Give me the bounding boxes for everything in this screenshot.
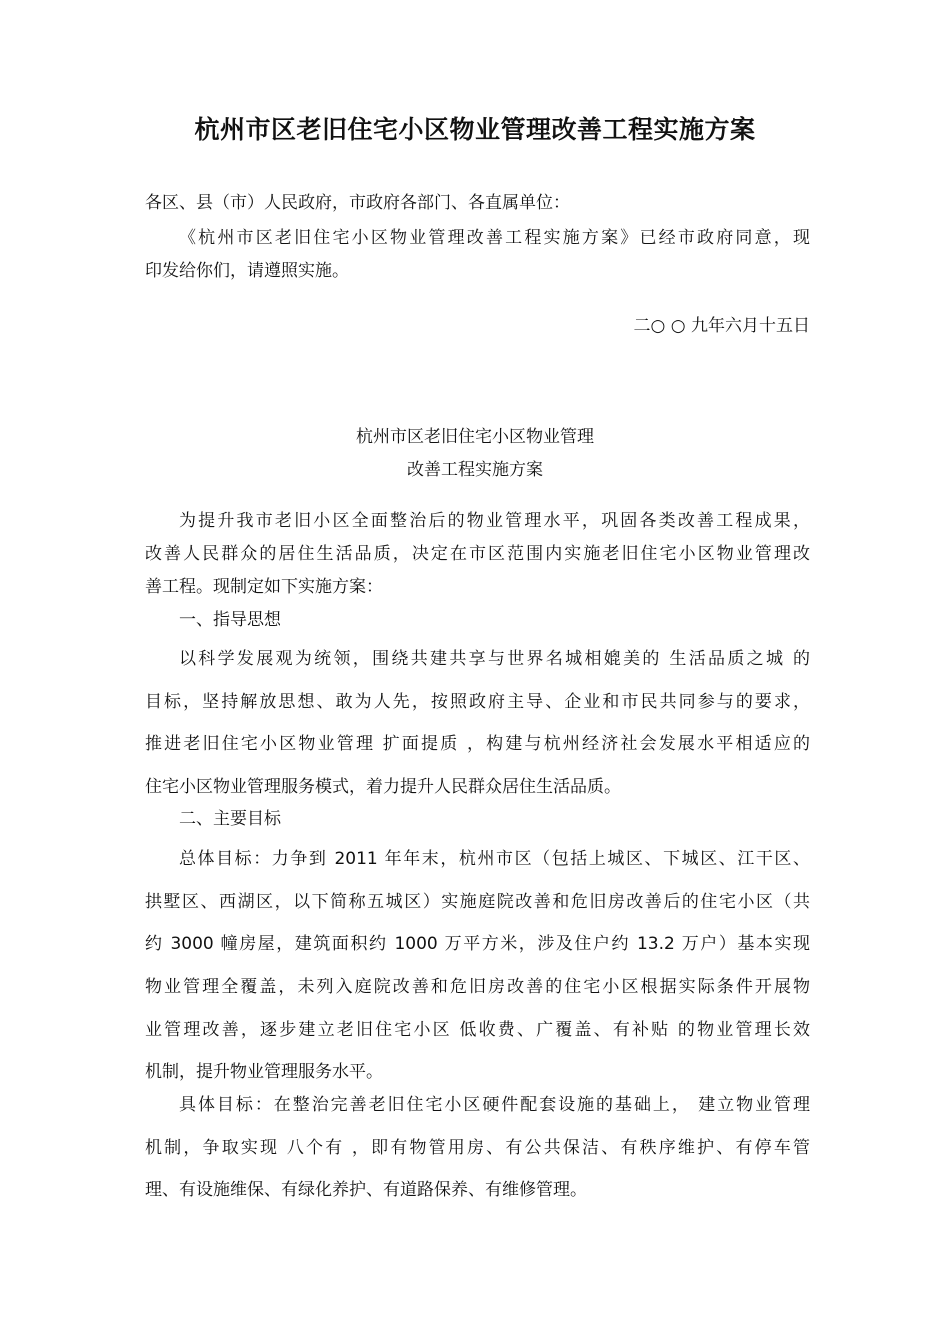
- overall-goal-line: 业管理改善，逐步建立老旧住宅小区 低收费、广覆盖、有补贴 的物业管理长效: [145, 1020, 810, 1040]
- intro-line: 改善人民群众的居住生活品质，决定在市区范围内实施老旧住宅小区物业管理改: [145, 544, 810, 564]
- section1-line: 推进老旧住宅小区物业管理 扩面提质 ，构建与杭州经济社会发展水平相适应的: [145, 734, 810, 754]
- intro-line: 为提升我市老旧小区全面整治后的物业管理水平，巩固各类改善工程成果，: [179, 511, 810, 531]
- document-title: 杭州市区老旧住宅小区物业管理改善工程实施方案: [194, 115, 756, 144]
- plan-title-line: 改善工程实施方案: [407, 460, 543, 480]
- overall-goal-line: 机制，提升物业管理服务水平。: [145, 1062, 383, 1082]
- overall-goal-line: 物业管理全覆盖，未列入庭院改善和危旧房改善的住宅小区根据实际条件开展物: [145, 977, 810, 997]
- section1-line: 以科学发展观为统领，围绕共建共享与世界名城相媲美的 生活品质之城 的: [179, 649, 810, 669]
- specific-goal-line: 具体目标：在整治完善老旧住宅小区硬件配套设施的基础上， 建立物业管理: [179, 1095, 810, 1115]
- plan-title-line: 杭州市区老旧住宅小区物业管理: [356, 427, 594, 447]
- notice-body-line: 《杭州市区老旧住宅小区物业管理改善工程实施方案》已经市政府同意，现: [179, 228, 810, 248]
- specific-goal-line: 理、有设施维保、有绿化养护、有道路保养、有维修管理。: [145, 1180, 587, 1200]
- overall-goal-line: 拱墅区、西湖区，以下简称五城区）实施庭院改善和危旧房改善后的住宅小区（共: [145, 892, 810, 912]
- intro-line: 善工程。现制定如下实施方案：: [145, 577, 383, 597]
- issue-date: 二○ ○ 九年六月十五日: [633, 316, 810, 336]
- specific-goal-line: 机制，争取实现 八个有 ，即有物管用房、有公共保洁、有秩序维护、有停车管: [145, 1138, 810, 1158]
- overall-goal-line: 约 3000 幢房屋，建筑面积约 1000 万平方米，涉及住户约 13.2 万户）基本实现: [145, 934, 810, 954]
- section1-line: 住宅小区物业管理服务模式，着力提升人民群众居住生活品质。: [145, 777, 621, 797]
- section2-heading: 二、主要目标: [179, 809, 281, 829]
- addressee: 各区、县（市）人民政府，市政府各部门、各直属单位：: [145, 193, 570, 213]
- section1-line: 目标，坚持解放思想、敢为人先，按照政府主导、企业和市民共同参与的要求，: [145, 692, 810, 712]
- overall-goal-line: 总体目标：力争到 2011 年年末，杭州市区（包括上城区、下城区、江干区、: [179, 849, 810, 869]
- notice-body-line: 印发给你们，请遵照实施。: [145, 261, 349, 281]
- section1-heading: 一、指导思想: [179, 610, 281, 630]
